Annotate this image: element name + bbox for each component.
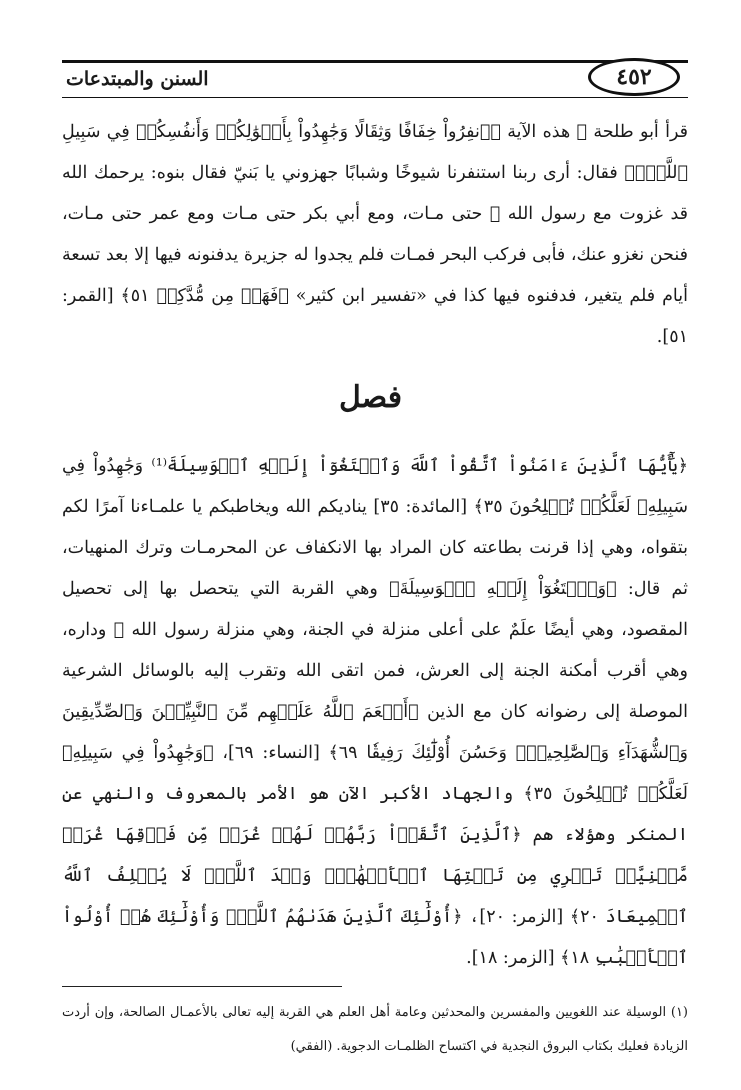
footnote-divider bbox=[62, 986, 342, 987]
header-bottom-rule bbox=[62, 97, 688, 98]
header-top-rule bbox=[62, 60, 688, 63]
page-number: ٤٥٢ bbox=[588, 58, 680, 96]
page-header bbox=[62, 60, 688, 98]
paragraph-top: قرأ أبو طلحة ﷺ هذه الآية ﴿ٱنفِرُواْ خِفَافًا وَثِقَالًا وَجَٰهِدُواْ بِأَمۡوَٰلِكُمۡ وَأَنفُسِكُمۡ فِي سَبِيلِ ٱللَّهِۚ﴾ فقال: أرى ربنا استنفرنا شيوخًا وشبابًا جهزوني يا بَنيّ فقال بنوه: يرحمك الله قد غزوت مع رسول الله ﷺ حتى مـات، ومع أبي بكر حتى مـات ومع عمر حتى مـات، فنحن نغزو عنك، فأبى فركب البحر فمـات فلم يجدوا له جزيرة يدفنونه فيها إلا بعد تسعة أيام فلم يتغير، فدفنوه فيها كذا في «تفسير ابن كثير» ﴿فَهَلۡ مِن مُّدَّكِرٖ ٥١﴾ [القمر: ٥١]. bbox=[62, 122, 688, 347]
section-heading: فصل bbox=[338, 380, 403, 415]
paragraph-bottom: ﴿يَٰٓأَيُّهَا ٱلَّذِينَ ءَامَنُواْ ٱتَّقُواْ ٱللَّهَ وَٱبۡتَغُوٓاْ إِلَيۡهِ ٱلۡوَسِيلَةَ⁽¹⁾ وَجَٰهِدُواْ فِي سَبِيلِهِۦ لَعَلَّكُمۡ تُفۡلِحُونَ ٣٥﴾ [المائدة: ٣٥] يناديكم الله ويخاطبكم يا علمـاءنا آمرًا لكم بتقواه، وهي إذا قرنت بطاعته كان المراد بها الانكفاف عن المحرمـات وترك المنهيات، ثم قال: ﴿وَٱبۡتَغُوٓاْ إِلَيۡهِ ٱلۡوَسِيلَةَ﴾ وهي القربة التي يتحصل بها إلى تحصيل المقصود، وهي أيضًا علَمٌ على أعلى منزلة في الجنة، وهي منزلة رسول الله ﷺ وداره، وهي أقرب أمكنة الجنة إلى العرش، فمن اتقى الله وتقرب إليه بالوسائل الشرعية الموصلة إلى رضوانه كان مع الذين ﴿أَنۡعَمَ ٱللَّهُ عَلَيۡهِم مِّنَ ٱلنَّبِيِّـۧنَ وَٱلصِّدِّيقِينَ وَٱلشُّهَدَآءِ وَٱلصَّٰلِحِينَۚ وَحَسُنَ أُوْلَٰٓئِكَ رَفِيقٗا ٦٩﴾ [النساء: ٦٩]، ﴿وَجَٰهِدُواْ فِي سَبِيلِهِۦ لَعَلَّكُمۡ تُفۡلِحُونَ ٣٥﴾ والجهاد الأكبر الآن هو الأمر بالمعروف والنهي عن المنكر وهؤلاء هم ﴿ٱلَّذِينَ ٱتَّقَوۡاْ رَبَّهُمۡ لَهُمۡ غُرَفٞ مِّن فَوۡقِهَا غُرَفٞ مَّبۡنِيَّةٞ تَجۡرِي مِن تَحۡتِهَا ٱلۡأَنۡهَٰرُۖ وَعۡدَ ٱللَّهِۖ لَا يُخۡلِفُ ٱللَّهُ ٱلۡمِيعَادَ ٢٠﴾ [الزمر: ٢٠]، ﴿أُوْلَٰٓئِكَ ٱلَّذِينَ هَدَىٰهُمُ ٱللَّهُۖ وَأُوْلَٰٓئِكَ هُمۡ أُوْلُواْ ٱلۡأَلۡبَٰبِ ١٨﴾ [الزمر: ١٨]. bbox=[62, 456, 689, 968]
footnote: (١) الوسيلة عند اللغويين والمفسرين والمحدثين وعامة أهل العلم هي القربة إليه تعالى بالأعمـال الصالحة، وإن أردت الزيادة فعليك بكتاب البروق النجدية في اكتساح الظلمـات الدجوية. (الفقي) bbox=[62, 1005, 688, 1054]
running-title: السنن والمبتدعات bbox=[66, 68, 209, 90]
